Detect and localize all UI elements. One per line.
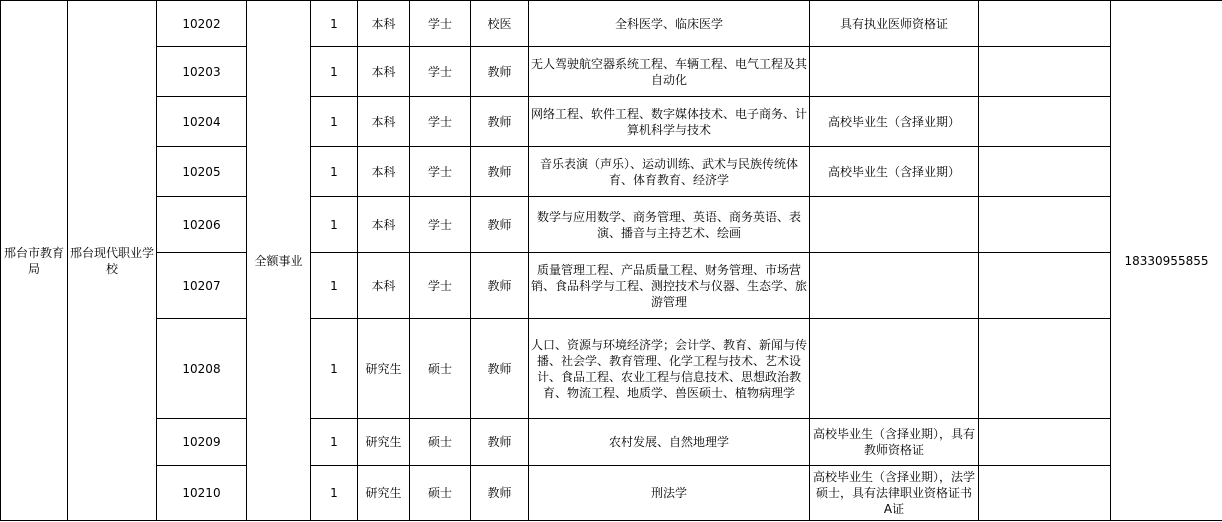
post-code-cell: 10205	[157, 147, 247, 197]
table-row	[1, 97, 1222, 147]
count-cell: 1	[311, 319, 358, 419]
degree-cell: 学士	[410, 1, 471, 47]
count-cell: 1	[311, 47, 358, 97]
degree-cell: 学士	[410, 253, 471, 319]
degree-cell: 学士	[410, 147, 471, 197]
remark-cell	[979, 47, 1111, 97]
post-code-cell: 10206	[157, 197, 247, 253]
requirement-cell: 高校毕业生（含择业期）	[810, 147, 979, 197]
education-cell: 本科	[358, 147, 410, 197]
post-cell: 教师	[471, 253, 529, 319]
education-cell: 本科	[358, 97, 410, 147]
education-cell: 研究生	[358, 466, 410, 521]
post-code-cell: 10210	[157, 466, 247, 521]
requirement-cell	[810, 253, 979, 319]
count-cell: 1	[311, 147, 358, 197]
education-cell: 本科	[358, 197, 410, 253]
major-cell: 音乐表演（声乐）、运动训练、武术与民族传统体育、体育教育、经济学	[529, 147, 810, 197]
post-code-cell: 10208	[157, 319, 247, 419]
count-cell: 1	[311, 197, 358, 253]
table-row	[1, 466, 1222, 521]
remark-cell	[979, 1, 1111, 47]
post-cell: 教师	[471, 47, 529, 97]
education-cell: 研究生	[358, 319, 410, 419]
funding-type-cell: 全额事业	[247, 1, 311, 521]
post-code-cell: 10209	[157, 419, 247, 466]
remark-cell	[979, 419, 1111, 466]
major-cell: 无人驾驶航空器系统工程、车辆工程、电气工程及其自动化	[529, 47, 810, 97]
education-cell: 本科	[358, 47, 410, 97]
post-cell: 教师	[471, 147, 529, 197]
post-cell: 教师	[471, 466, 529, 521]
table-row	[1, 47, 1222, 97]
degree-cell: 学士	[410, 97, 471, 147]
requirement-cell: 具有执业医师资格证	[810, 1, 979, 47]
major-cell: 质量管理工程、产品质量工程、财务管理、市场营销、食品科学与工程、测控技术与仪器、生态学、旅游管理	[529, 253, 810, 319]
requirement-cell: 高校毕业生（含择业期），具有教师资格证	[810, 419, 979, 466]
post-code-cell: 10203	[157, 47, 247, 97]
post-code-cell: 10204	[157, 97, 247, 147]
table-row	[1, 253, 1222, 319]
requirement-cell	[810, 47, 979, 97]
count-cell: 1	[311, 1, 358, 47]
degree-cell: 硕士	[410, 466, 471, 521]
post-code-cell: 10202	[157, 1, 247, 47]
count-cell: 1	[311, 466, 358, 521]
count-cell: 1	[311, 97, 358, 147]
remark-cell	[979, 197, 1111, 253]
remark-cell	[979, 253, 1111, 319]
major-cell: 网络工程、软件工程、数字媒体技术、电子商务、计算机科学与技术	[529, 97, 810, 147]
education-cell: 本科	[358, 1, 410, 47]
remark-cell	[979, 319, 1111, 419]
table-row	[1, 419, 1222, 466]
contact-phone-cell: 18330955855	[1111, 1, 1222, 521]
post-code-cell: 10207	[157, 253, 247, 319]
requirement-cell	[810, 197, 979, 253]
department-cell: 邢台市教育局	[1, 1, 68, 521]
degree-cell: 硕士	[410, 319, 471, 419]
major-cell: 农村发展、自然地理学	[529, 419, 810, 466]
table-row	[1, 197, 1222, 253]
remark-cell	[979, 466, 1111, 521]
requirement-cell: 高校毕业生（含择业期）	[810, 97, 979, 147]
major-cell: 全科医学、临床医学	[529, 1, 810, 47]
count-cell: 1	[311, 253, 358, 319]
post-cell: 教师	[471, 319, 529, 419]
remark-cell	[979, 97, 1111, 147]
post-cell: 教师	[471, 97, 529, 147]
education-cell: 研究生	[358, 419, 410, 466]
post-cell: 校医	[471, 1, 529, 47]
education-cell: 本科	[358, 253, 410, 319]
major-cell: 人口、资源与环境经济学；会计学、教育、新闻与传播、社会学、教育管理、化学工程与技术、艺术设计、食品工程、农业工程与信息技术、思想政治教育、物流工程、地质学、兽医硕士、植物病理学	[529, 319, 810, 419]
table-row	[1, 1, 1222, 47]
degree-cell: 学士	[410, 197, 471, 253]
major-cell: 刑法学	[529, 466, 810, 521]
remark-cell	[979, 147, 1111, 197]
table-row	[1, 319, 1222, 419]
count-cell: 1	[311, 419, 358, 466]
requirement-cell	[810, 319, 979, 419]
major-cell: 数学与应用数学、商务管理、英语、商务英语、表演、播音与主持艺术、绘画	[529, 197, 810, 253]
degree-cell: 学士	[410, 47, 471, 97]
employer-cell: 邢台现代职业学校	[68, 1, 157, 521]
degree-cell: 硕士	[410, 419, 471, 466]
post-cell: 教师	[471, 197, 529, 253]
post-cell: 教师	[471, 419, 529, 466]
table-row	[1, 147, 1222, 197]
requirement-cell: 高校毕业生（含择业期），法学硕士，具有法律职业资格证书A证	[810, 466, 979, 521]
